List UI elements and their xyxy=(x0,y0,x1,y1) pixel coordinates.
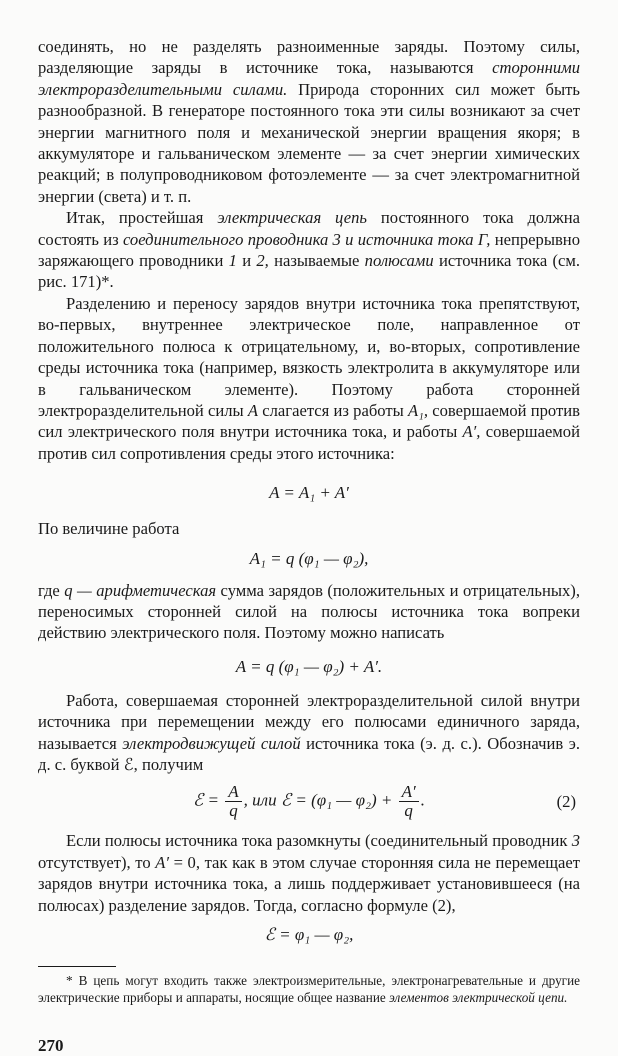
text-run: называемые xyxy=(268,251,365,271)
text-run: = 0, так как в этом случае сторонняя сила не перемещает зарядов внутри источника тока, а лишь поддерживает установившееся (на полюсах) разделение зарядов. Тогда, согласно формуле (2), xyxy=(38,852,580,915)
paragraph-5 xyxy=(38,580,580,644)
italic-term: 1 xyxy=(228,251,237,271)
fraction-numerator: A′ xyxy=(399,783,419,802)
text-run: Природа сторонних сил может быть разнообразной. В генераторе постоянного тока эти силы возникают за счет энергии магнитного поля и механической энергии вращения якоря; в аккумуляторе и гальваническом элементе — за счет энергии химических реакций; в полупроводниковом фотоэлементе — за счет электромагнитной энергии (света) и т. п. xyxy=(38,79,580,206)
formula-work-sum: A = A₁ + A′ xyxy=(269,483,349,503)
italic-term: A′ xyxy=(155,852,169,872)
footnote-divider xyxy=(38,966,116,967)
italic-term: сторонними электроразделительными силами. xyxy=(38,58,580,99)
text-run: совершаемой против сил электрического поля внутри источника тока, и работы xyxy=(38,400,580,442)
text-run: Итак, простейшая xyxy=(66,208,218,228)
formula-emf xyxy=(38,783,580,820)
text-run: непрерывно заряжающего проводники xyxy=(38,229,580,271)
paragraph-6 xyxy=(38,690,580,776)
paragraph-7 xyxy=(38,830,580,916)
italic-term: A₁, xyxy=(407,400,429,420)
italic-term: электродвижущей силой xyxy=(122,733,301,753)
fraction-numerator: A xyxy=(225,783,241,802)
text-run: источника тока (см. рис. 171)*. xyxy=(38,251,580,292)
formula-part: ℰ = xyxy=(193,790,220,810)
formula-emf-open: ℰ = φ₁ — φ₂, xyxy=(264,925,354,944)
fraction-aprime-over-q xyxy=(399,783,419,820)
text-run: источника тока (э. д. с.). Обозначив э. д. с. буквой ℰ, получим xyxy=(38,733,580,774)
text-run: Если полюсы источника тока разомкнуты (соединительный проводник xyxy=(66,831,572,851)
formula-part: , или ℰ = (φ₁ — φ₂) + xyxy=(243,790,393,810)
italic-term: соединительного проводника 3 и источника тока Г, xyxy=(122,229,491,249)
page-number: 270 xyxy=(38,1036,64,1056)
equation-number: (2) xyxy=(556,791,576,811)
fraction-denominator: q xyxy=(404,801,413,821)
paragraph-2 xyxy=(38,207,580,293)
text-run: * В цепь могут входить также электроизмерительные, электронагревательные и другие электрические приборы и аппараты, носящие общее название xyxy=(38,973,580,1005)
fraction-denominator: q xyxy=(229,801,238,821)
text-run: и xyxy=(236,251,257,271)
fraction-a-over-q xyxy=(225,783,241,820)
text-run: совершаемой против сил сопротивления среды этого источника: xyxy=(38,422,580,463)
paragraph-3 xyxy=(38,293,580,464)
text-run: отсутствует), то xyxy=(38,852,156,872)
text-run: соединять, но не разделять разноименные заряды. Поэтому силы, разделяющие заряды в источнике тока, называются xyxy=(38,37,580,78)
formula-work-total: A = q (φ₁ — φ₂) + A′. xyxy=(235,656,383,676)
text-run: Работа, совершаемая сторонней электроразделительной силой внутри источника при перемещении между его полюсами единичного заряда, называется xyxy=(38,690,580,753)
formula-work-field: A₁ = q (φ₁ — φ₂), xyxy=(249,548,369,568)
text-run: сумма зарядов (положительных и отрицательных), переносимых сторонней силой на полюсы источника тока вопреки действию электрического поля. Поэтому можно написать xyxy=(38,580,580,643)
formula-part: . xyxy=(420,790,425,810)
italic-term: полюсами xyxy=(364,251,434,271)
italic-term: q — арифметическая xyxy=(64,580,217,600)
paragraph-1 xyxy=(38,36,580,207)
text-run: постоянного тока должна состоять из xyxy=(38,208,580,249)
footnote xyxy=(38,973,580,1006)
text-run: Разделению и переносу зарядов внутри источника тока препятствуют, во-первых, внутреннее электрическое поле, направленное от положительного полюса к отрицательному, и, во-вторых, сопротивление среды источника тока (например, вязкость электролита в аккумуляторе или в гальваническом элементе). Поэтому работа сторонней электроразделительной силы xyxy=(38,293,580,420)
text-run: где xyxy=(38,580,65,600)
italic-term: A xyxy=(247,400,259,420)
italic-term: электрическая цепь xyxy=(217,208,367,228)
italic-term: 3 xyxy=(571,831,580,851)
italic-term: элементов электрической цепи. xyxy=(389,989,568,1005)
italic-term: A′, xyxy=(462,422,481,442)
text-run: слагается из работы xyxy=(258,400,408,420)
italic-term: 2, xyxy=(256,251,269,271)
paragraph-4: По величине работа xyxy=(38,519,180,539)
